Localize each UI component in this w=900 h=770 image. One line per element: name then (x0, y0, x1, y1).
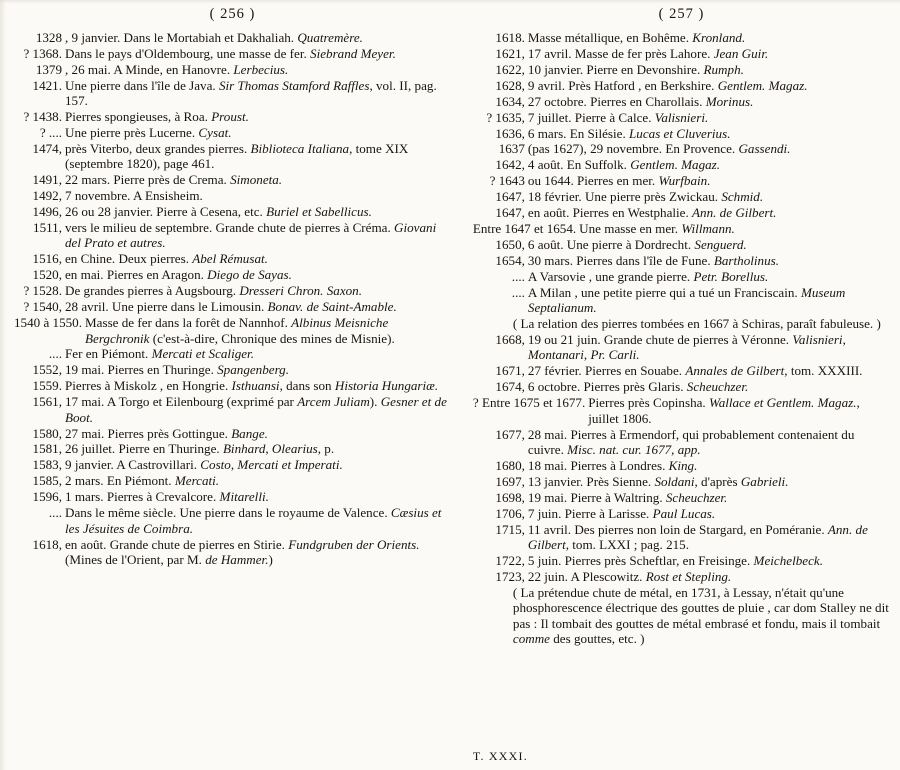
entry-year: 1715, (495, 521, 525, 537)
catalog-entry (473, 285, 890, 316)
entry-year: 1492, (32, 188, 62, 204)
entry-year: 1421. (32, 77, 62, 93)
catalog-entry (14, 220, 451, 251)
entry-text: Pierres à Miskolz , en Hongrie. Isthuansi, dans son Historia Hungariæ. (65, 378, 439, 394)
catalog-entry (14, 46, 451, 61)
entry-text: 6 mars. En Silésie. Lucas et Cluverius. (527, 125, 731, 141)
entry-year: 1580, (32, 425, 62, 441)
entry-text: 27 février. Pierres en Souabe. Annales de Gilbert, tom. XXXIII. (527, 363, 863, 379)
catalog-entry (473, 126, 890, 141)
catalog-entry (14, 109, 451, 124)
entry-text: ( La relation des pierres tombées en 1667 à Schiras, paraît fabuleuse. ) (512, 316, 881, 332)
entry-text: 26 juillet. Pierre en Thuringe. Binhard, Olearius, p. (65, 441, 335, 457)
entry-text: Une pierre dans l'île de Java. Sir Thomas Stamford Raffles, vol. II, pag. 157. (65, 77, 437, 109)
entry-text: Une masse en mer. Willmann. (579, 221, 735, 237)
entry-year: 1328 (35, 30, 62, 45)
entry-text: 2 mars. En Piémont. Mercati. (65, 473, 220, 489)
catalog-entry (14, 141, 451, 172)
right-entry-list (473, 30, 890, 646)
entry-year: ? 1528. (23, 283, 62, 299)
entry-text: 17 mai. A Torgo et Eilenbourg (exprimé par Arcem Juliam). Gesner et de Boot. (65, 394, 447, 425)
entry-text: 19 mai. Pierre à Waltring. Scheuchzer. (527, 489, 728, 505)
volume-signature-mark: T. XXXI. (472, 749, 528, 763)
entry-text: 22 juin. A Plescowitz. Rost et Stepling. (527, 568, 732, 584)
entry-year: 1596, (32, 489, 62, 505)
entry-year: ? 1438. (23, 109, 62, 125)
entry-text: près Viterbo, deux grandes pierres. Biblioteca Italiana, tome XIX (septembre 1820), page 461. (65, 140, 409, 172)
entry-text: Dans le même siècle. Une pierre dans le royaume de Valence. Cæsius et les Jésuites de Coimbra. (65, 505, 442, 536)
left-entry-list (14, 30, 451, 567)
left-page-number: ( 256 ) (209, 6, 256, 22)
entry-year: 1618, (32, 536, 62, 552)
catalog-entry (473, 522, 890, 553)
entry-year: 1628, (495, 77, 525, 93)
entry-year: 1671, (495, 363, 525, 379)
entry-year: 1698, (495, 489, 525, 505)
catalog-entry (473, 506, 890, 521)
entry-text: 27 mai. Pierres près Gottingue. Bange. (65, 425, 268, 441)
entry-text: Pierres spongieuses, à Roa. Proust. (65, 109, 249, 125)
entry-text: Une pierre près Lucerne. Cysat. (65, 125, 232, 141)
page-edge-top (0, 0, 900, 4)
catalog-entry (473, 474, 890, 489)
entry-year: 1621, (495, 45, 525, 61)
entry-text: 6 octobre. Pierres près Glaris. Scheuchzer. (527, 379, 749, 395)
catalog-entry (473, 269, 890, 284)
entry-text: 18 février. Une pierre près Zwickau. Schmid. (527, 189, 764, 205)
catalog-entry (473, 205, 890, 220)
entry-text: en mai. Pierres en Aragon. Diego de Sayas. (65, 267, 292, 283)
entry-year: 1520, (32, 267, 62, 283)
entry-year: 1379 (35, 61, 62, 77)
catalog-entry (473, 427, 890, 458)
entry-text: A Milan , une petite pierre qui a tué un Franciscain. Museum Septalianum. (527, 284, 846, 316)
entry-year: 1637 (498, 141, 525, 157)
entry-year: 1677, (495, 426, 525, 442)
entry-year: 1650, (495, 236, 525, 252)
entry-year: 1647, (495, 205, 525, 221)
entry-year: 1636, (495, 125, 525, 141)
entry-year: ? 1635, (486, 109, 525, 125)
entry-text: 30 mars. Pierres dans l'île de Fune. Bartholinus. (527, 252, 780, 268)
catalog-entry (473, 316, 890, 331)
entry-text: 7 juillet. Pierre à Calce. Valisnieri. (527, 109, 709, 125)
entry-year: .... (511, 268, 525, 284)
entry-text: 6 août. Une pierre à Dordrecht. Senguerd. (527, 236, 747, 252)
entry-text: en août. Pierres en Westphalie. Ann. de Gilbert. (527, 205, 777, 221)
entry-text: 19 ou 21 juin. Grande chute de pierres à Véronne. Valisnieri, Montanari, Pr. Carli. (527, 332, 846, 363)
entry-text: 28 avril. Une pierre dans le Limousin. Bonav. de Saint-Amable. (65, 299, 397, 315)
entry-year: 1697, (495, 473, 525, 489)
catalog-entry (14, 62, 451, 77)
catalog-entry (14, 473, 451, 488)
entry-text: 28 mai. Pierres à Ermendorf, qui probablement contenaient du cuivre. Misc. nat. cur. 1677, app. (527, 426, 855, 457)
entry-text: 4 août. En Suffolk. Gentlem. Magaz. (527, 157, 721, 173)
entry-year: ? .... (39, 125, 62, 141)
entry-year: 1552, (32, 362, 62, 378)
entry-text: 1 mars. Pierres à Crevalcore. Mitarelli. (65, 489, 269, 505)
entry-year: 1496, (32, 204, 62, 220)
catalog-entry (473, 553, 890, 568)
catalog-entry (14, 457, 451, 472)
catalog-entry (473, 569, 890, 584)
catalog-entry (473, 62, 890, 77)
entry-year: ? 1368. (23, 45, 62, 61)
entry-text: 19 mai. Pierres en Thuringe. Spangenberg. (65, 362, 290, 378)
catalog-entry (473, 110, 890, 125)
catalog-entry (14, 362, 451, 377)
entry-year: 1723, (495, 568, 525, 584)
entry-text: A Varsovie , une grande pierre. Petr. Borellus. (527, 268, 769, 284)
catalog-entry (473, 94, 890, 109)
entry-year: 1706, (495, 505, 525, 521)
catalog-entry (14, 204, 451, 219)
entry-text: (pas 1627), 29 novembre. En Provence. Gassendi. (527, 141, 791, 157)
entry-text: ( La prétendue chute de métal, en 1731, à Lessay, n'était qu'une phosphorescence électrique des gouttes de pluie , car dom Stalley ne dit pas : Il tombait des gouttes de métal embrasé et fondu, mais il tombait comme des gouttes, etc. ) (512, 584, 889, 647)
catalog-entry (473, 221, 890, 236)
entry-text: , 9 janvier. Dans le Mortabiah et Dakhaliah. Quatremère. (65, 30, 363, 45)
entry-year: 1622, (495, 61, 525, 77)
catalog-entry (14, 251, 451, 266)
catalog-entry (473, 30, 890, 45)
entry-year: 1516, (32, 251, 62, 267)
catalog-entry (473, 458, 890, 473)
catalog-entry (14, 346, 451, 361)
entry-year: 1647, (495, 189, 525, 205)
entry-text: 11 avril. Des pierres non loin de Stargard, en Poméranie. Ann. de Gilbert, tom. LXXI ; pag. 215. (527, 521, 868, 552)
entry-year: 1559. (32, 378, 62, 394)
entry-year: 1680, (495, 457, 525, 473)
catalog-entry (14, 505, 451, 536)
entry-text: 13 janvier. Près Sienne. Soldani, d'après Gabrieli. (527, 473, 789, 489)
catalog-entry (473, 237, 890, 252)
catalog-entry (473, 78, 890, 93)
catalog-entry (473, 141, 890, 156)
entry-text: 10 janvier. Pierre en Devonshire. Rumph. (527, 61, 744, 77)
entry-year: 1668, (495, 332, 525, 348)
catalog-entry (473, 585, 890, 647)
entry-year: .... (48, 505, 62, 521)
entry-year: 1642, (495, 157, 525, 173)
entry-text: 26 ou 28 janvier. Pierre à Cesena, etc. Buriel et Sabellicus. (65, 204, 372, 220)
entry-text: 5 juin. Pierres près Scheftlar, en Freisinge. Meichelbeck. (527, 552, 823, 568)
left-column (14, 6, 461, 766)
entry-text: 18 mai. Pierres à Londres. King. (527, 457, 698, 473)
catalog-entry (14, 441, 451, 456)
entry-year: ? 1540, (23, 299, 62, 315)
entry-text: en août. Grande chute de pierres en Stirie. Fundgruben der Orients. (Mines de l'Orient, par M. de Hammer.) (65, 536, 420, 567)
catalog-entry (14, 394, 451, 425)
entry-year: Entre 1647 et 1654. (472, 221, 577, 237)
entry-text: 9 avril. Près Hatford , en Berkshire. Gentlem. Magaz. (527, 77, 808, 93)
catalog-entry (473, 253, 890, 268)
entry-year: 1491, (32, 172, 62, 188)
entry-text: Pierres près Copinsha. Wallace et Gentlem. Magaz., juillet 1806. (588, 395, 860, 426)
catalog-entry (14, 315, 451, 346)
catalog-entry (473, 363, 890, 378)
entry-text: vers le milieu de septembre. Grande chute de pierres à Créma. Giovani del Prato et autres. (65, 220, 437, 251)
catalog-entry (14, 267, 451, 282)
entry-text: Masse de fer dans la forêt de Nannhof. Albinus Meisniche Bergchronik (c'est-à-dire, Chronique des mines de Misnie). (85, 315, 395, 346)
entry-year: 1654, (495, 252, 525, 268)
entry-text: , 26 mai. A Minde, en Hanovre. Lerbecius. (65, 61, 289, 77)
entry-year: 1674, (495, 379, 525, 395)
entry-year: 1585, (32, 473, 62, 489)
catalog-entry (473, 157, 890, 172)
entry-year: .... (511, 284, 525, 300)
entry-text: Dans le pays d'Oldembourg, une masse de fer. Siebrand Meyer. (65, 45, 396, 61)
entry-text: De grandes pierres à Augsbourg. Dresseri Chron. Saxon. (65, 283, 363, 299)
entry-year: ? 1643 (489, 173, 525, 189)
entry-text: 22 mars. Pierre près de Crema. Simoneta. (65, 172, 283, 188)
right-column (461, 6, 890, 766)
catalog-entry (14, 283, 451, 298)
entry-year: 1581, (32, 441, 62, 457)
entry-text: 7 juin. Pierre à Larisse. Paul Lucas. (527, 505, 716, 521)
entry-text: 7 novembre. A Ensisheim. (65, 188, 203, 204)
catalog-entry (14, 188, 451, 203)
catalog-entry (14, 489, 451, 504)
entry-year: 1540 à 1550. (14, 315, 83, 331)
entry-year: 1618. (495, 30, 525, 45)
right-page-number: ( 257 ) (658, 6, 705, 22)
catalog-entry (14, 125, 451, 140)
catalog-entry (473, 379, 890, 394)
catalog-entry (14, 426, 451, 441)
catalog-entry (14, 78, 451, 109)
entry-text: 27 octobre. Pierres en Charollais. Morinus. (527, 93, 754, 109)
entry-text: 17 avril. Masse de fer près Lahore. Jean Guir. (527, 45, 769, 61)
catalog-entry (14, 378, 451, 393)
entry-text: ou 1644. Pierres en mer. Wurfbain. (527, 173, 711, 189)
catalog-entry (14, 30, 451, 45)
catalog-entry (473, 332, 890, 363)
catalog-entry (14, 299, 451, 314)
entry-year: 1474, (32, 140, 62, 156)
entry-text: 9 janvier. A Castrovillari. Costo, Mercati et Imperati. (65, 457, 343, 473)
catalog-entry (14, 172, 451, 187)
catalog-entry (473, 173, 890, 188)
entry-text: Fer en Piémont. Mercati et Scaliger. (65, 346, 254, 362)
entry-text: en Chine. Deux pierres. Abel Rémusat. (65, 251, 268, 267)
catalog-entry (473, 395, 890, 426)
entry-year: 1722, (495, 552, 525, 568)
catalog-entry (473, 189, 890, 204)
entry-year: 1561, (32, 394, 62, 410)
entry-year: 1634, (495, 93, 525, 109)
entry-year: ? Entre 1675 et 1677. (472, 395, 586, 411)
catalog-entry (473, 490, 890, 505)
entry-year: 1583, (32, 457, 62, 473)
entry-text: Masse métallique, en Bohême. Kronland. (527, 30, 746, 45)
page-edge-left (0, 0, 6, 770)
catalog-entry (473, 46, 890, 61)
entry-year: .... (48, 346, 62, 362)
catalog-entry (14, 537, 451, 568)
entry-year: 1511, (33, 220, 62, 236)
